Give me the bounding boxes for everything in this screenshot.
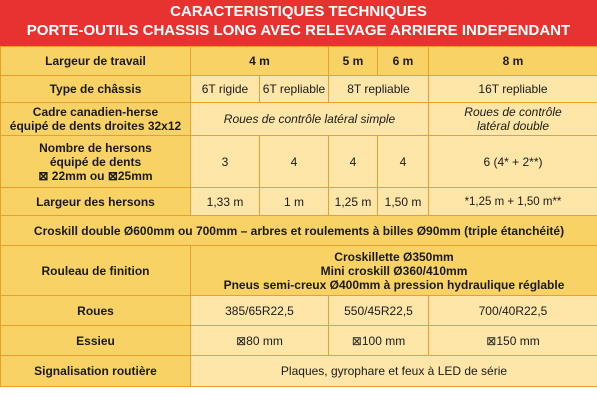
row-rouleau (1, 246, 597, 296)
rouleau-line-2: Mini croskill Ø360/410mm (320, 263, 468, 278)
cadre-double-line-2: latéral double (476, 119, 550, 133)
cadre-simple: Roues de contrôle latéral simple (191, 103, 429, 136)
signalisation-text: Plaques, gyrophare et feux à LED de série (191, 356, 597, 387)
row-signalisation (1, 356, 597, 387)
hersons-5m: 4 (329, 136, 378, 188)
label-cadre (1, 103, 191, 136)
row-largeur-hersons (1, 188, 597, 216)
label-signalisation: Signalisation routière (1, 356, 191, 387)
label-cadre-line-2: équipé de dents droites 32x12 (9, 119, 182, 133)
title-line-2: PORTE-OUTILS CHASSIS LONG AVEC RELEVAGE ARRIERE INDEPENDANT (26, 22, 571, 39)
hersons-8m: 6 (4* + 2**) (429, 136, 597, 188)
roues-5-6m: 550/45R22,5 (329, 296, 429, 326)
rouleau-line-3: Pneus semi-creux Ø400mm à pression hydraulique réglable (223, 277, 565, 292)
col-4m: 4 m (191, 47, 329, 76)
row-cadre (1, 103, 597, 136)
chassis-4m: 6T rigide (191, 76, 260, 103)
cadre-double (429, 103, 597, 136)
col-5m: 5 m (329, 47, 378, 76)
row-roues (1, 296, 597, 326)
croskill-text: Croskill double Ø600mm ou 700mm – arbres et roulements à billes Ø90mm (triple étanchéité) (1, 216, 597, 246)
lh-4m-rigide: 1,33 m (191, 188, 260, 216)
label-largeur-hersons: Largeur des hersons (1, 188, 191, 216)
spec-table (0, 46, 597, 387)
row-hersons (1, 136, 597, 188)
lh-5m: 1,25 m (329, 188, 378, 216)
essieu-5-6m: ⊠100 mm (329, 326, 429, 356)
chassis-5m: 6T repliable (260, 76, 329, 103)
lh-8m: *1,25 m + 1,50 m** (429, 188, 597, 216)
col-8m: 8 m (429, 47, 597, 76)
lh-4m-repliable: 1 m (260, 188, 329, 216)
hersons-4m-rigide: 3 (191, 136, 260, 188)
label-hersons (1, 136, 191, 188)
label-essieu: Essieu (1, 326, 191, 356)
label-roues: Roues (1, 296, 191, 326)
hersons-6m: 4 (378, 136, 429, 188)
label-hersons-line-2: équipé de dents (49, 154, 142, 169)
label-type-chassis: Type de châssis (1, 76, 191, 103)
row-largeur-travail (1, 47, 597, 76)
rouleau-options (191, 246, 597, 296)
label-hersons-line-1: Nombre de hersons (39, 140, 152, 155)
cadre-double-line-1: Roues de contrôle (464, 105, 562, 119)
title-banner (0, 0, 597, 46)
hersons-4m-repliable: 4 (260, 136, 329, 188)
label-hersons-line-3: ⊠ 22mm ou ⊠25mm (38, 168, 153, 183)
label-cadre-line-1: Cadre canadien-herse (32, 105, 159, 119)
lh-6m: 1,50 m (378, 188, 429, 216)
col-6m: 6 m (378, 47, 429, 76)
title-line-1: CARACTERISTIQUES TECHNIQUES (170, 3, 427, 20)
label-rouleau: Rouleau de finition (1, 246, 191, 296)
essieu-4m: ⊠80 mm (191, 326, 329, 356)
roues-8m: 700/40R22,5 (429, 296, 597, 326)
row-essieu (1, 326, 597, 356)
chassis-8m: 16T repliable (429, 76, 597, 103)
essieu-8m: ⊠150 mm (429, 326, 597, 356)
rouleau-line-1: Croskillette Ø350mm (334, 249, 454, 264)
chassis-6m: 8T repliable (329, 76, 429, 103)
label-largeur-travail: Largeur de travail (1, 47, 191, 76)
row-croskill (1, 216, 597, 246)
row-type-chassis (1, 76, 597, 103)
roues-4m: 385/65R22,5 (191, 296, 329, 326)
